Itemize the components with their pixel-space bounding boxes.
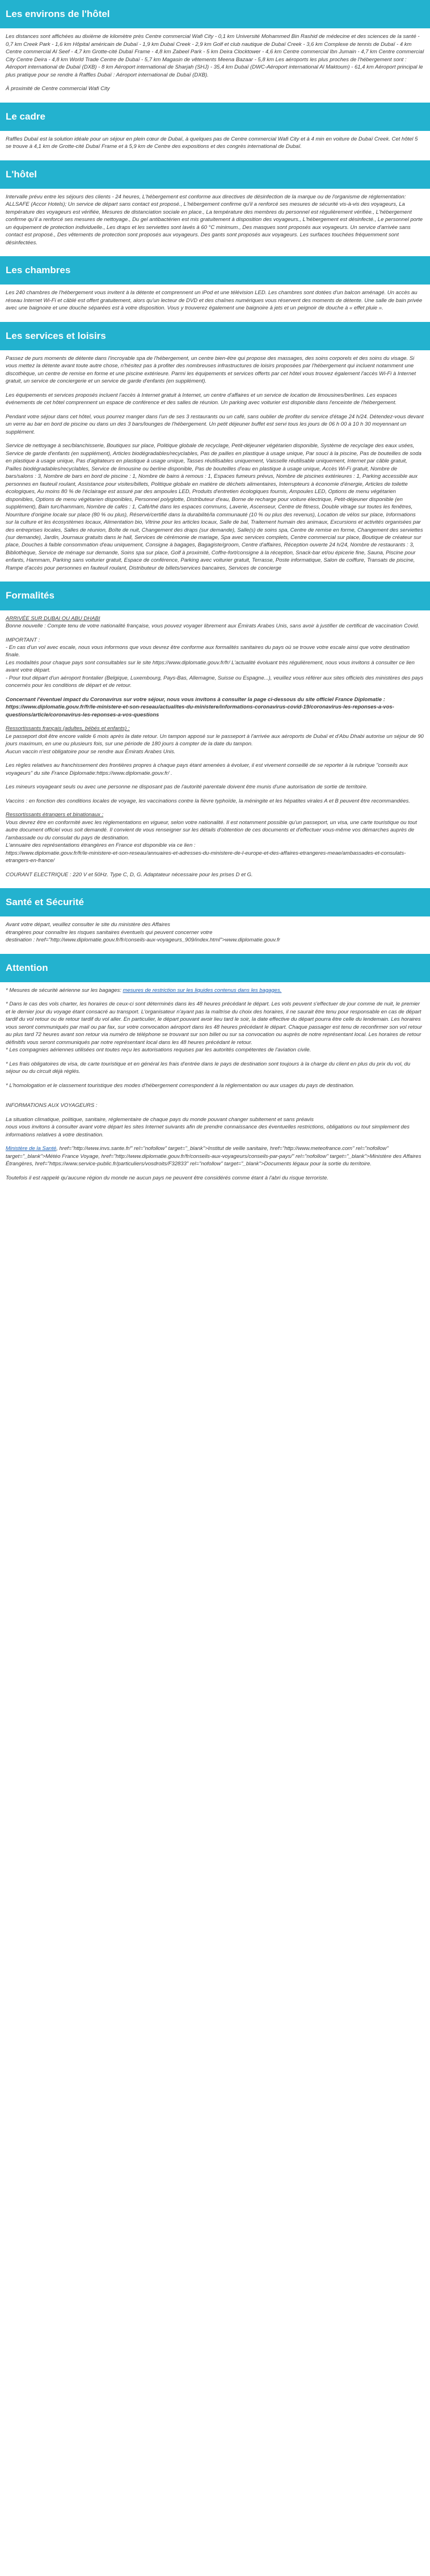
arrival-heading: ARRIVÉE SUR DUBAI OU ABU DHABI: [6, 615, 100, 622]
section-title-chambres: Les chambres: [0, 256, 430, 285]
coronavirus-notice-text: Concernant l'éventuel impact du Coronavirus sur votre séjour, nous vous invitons à consulter la page ci-dessous du site officiel France Diplomatie : https://www.diplomatie.gouv.fr/fr/le-ministere-et-son-reseau/actualites-du-ministere/informations-coronavirus-covid-19/coronavirus-les-reponses-a-vos-questions/article/coronavirus-les-reponses-a-vos-questions: [6, 696, 394, 718]
passport-heading: Ressortissants français (adultes, bébés et enfants) :: [6, 725, 130, 732]
baggage-security-text: [6, 987, 424, 994]
environs-proximity-text: À proximité de Centre commercial Wafi City: [6, 86, 110, 92]
terrorism-risk-text: Toutefois il est rappelé qu'aucune région du monde ne aucun pays ne peuvent être considérés comme étant à l'abri du risque terroriste.: [6, 1174, 328, 1181]
ministry-health-link[interactable]: Ministère de la Santé: [6, 1145, 57, 1152]
section-body-hotel: [0, 193, 430, 256]
foreign-nationals-text: Vous devrez être en conformité avec les réglementations en vigueur, selon votre nationalité. Il est notamment possible qu'un passeport, un visa, une carte touristique ou tout autre document officiel vous soit demandé. Il convient de vous renseigner sur les détails d'obtention de ces documents et d'effectuer vous-même vos démarches auprès de l'ambassade ou du consulat du pays de destination. L'annuaire des représentations étrangères en France est disponible via ce lien : https://www.diplomatie.gouv.fr/fr/le-ministere-et-son-reseau/annuaires-et-adresses-du-ministere-de-l-europe-et-des-affaires-etrangeres-meae/ambassades-et-consulats-etrangers-en-france/: [6, 819, 417, 864]
page: [0, 0, 430, 1191]
health-security-text: Avant votre départ, veuillez consulter le site du ministère des Affaires étrangères pour connaître les risques sanitaires éventuels qui peuvent concerner votre destination : href="http://www.diplomatie.gouv.fr/fr/conseils-aux-voyageurs_909/index.html">www.diplomatie.gouv.fr: [6, 922, 280, 944]
accommodation-rating-text: * L'homologation et le classement touristique des modes d'hébergement correspondent à la réglementation ou aux usages du pays de destination.: [6, 1082, 355, 1089]
section-attention: [0, 954, 430, 1191]
section-chambres: [0, 256, 430, 322]
visa-fees-text: * Les frais obligatoires de visa, de carte touristique et en général les frais d'entrée dans le pays de destination sont toujours à la charge du client en plus du prix du vol, du séjour ou du circuit déjà réglés.: [6, 1060, 411, 1075]
section-title-cadre: Le cadre: [0, 103, 430, 131]
section-formalites: [0, 582, 430, 888]
section-title-hotel: L'hôtel: [0, 160, 430, 189]
border-rules-text: Les règles relatives au franchissement des frontières propres à chaque pays étant amenées à évoluer, il est vivement conseillé de se reporter à la rubrique "conseils aux voyageurs" du site France Diplomatie:https://www.diplomatie.gouv.fr/ .: [6, 762, 408, 776]
minors-text: Les mineurs voyageant seuls ou avec une personne ne disposant pas de l'autorité parentale doivent être munis d'une autorisation de sortie de territoire.: [6, 784, 368, 791]
passport-text: Le passeport doit être encore valide 6 mois après la date retour. Un tampon apposé sur le passeport à l'arrivée aux aéroports de Dubaï et d'Abu Dhabi autorise un séjour de 90 jours maximum, en une ou plusieurs fois, sur une période de 180 jours à compter de la date du tampon. Aucun vaccin n'est obligatoire pour se rendre aux Émirats Arabes Unis.: [6, 733, 424, 755]
liquids-restriction-link[interactable]: mesures de restriction sur les liquides contenus dans les bagages.: [123, 987, 282, 994]
services-equipment-text: Les équipements et services proposés incluent l'accès à Internet gratuit à Internet, un centre d'affaires et un service de location de limousines/berlines. Les espaces événements de cet hôtel comprennent un espace de conférence et des salles de réunion. Un parking avec voiturier est disponible dans l'enceinte de l'hébergement.: [6, 392, 397, 406]
vaccines-text: Vaccins : en fonction des conditions locales de voyage, les vaccinations contre la fièvre typhoïde, la méningite et les hépatites virales A et B peuvent être recommandées.: [6, 797, 410, 804]
section-sante: [0, 888, 430, 954]
traveler-info-heading: INFORMATIONS AUX VOYAGEURS :: [6, 1102, 98, 1109]
charter-flights-text: * Dans le cas des vols charter, les horaires de ceux-ci sont déterminés dans les 48 heures précédant le départ. Les vols peuvent s'effectuer de jour comme de nuit, le premier et le dernier jour du voyage étant consacré au transport. L'organisateur n'ayant pas la maîtrise du choix des horaires, il ne saurait être tenu pour responsable en cas de départ tardif du vol retour ou de retour tardif du vol aller. En particulier, le départ pouvant avoir lieu tard le soir, la date effective du départ pourra être celle du lendemain. Les horaires vous seront communiqués par mail ou par fax, sur votre convocation aéroport dans les 48 heures précédant le départ. Chaque passager est tenu de reconfirmer son vol retour au plus tard 72 heures avant son retour via numéro de téléphone se trouvant sur son billet ou sur sa convocation ou auprès de notre représentant local. Les horaires de retour définitifs vous seront communiqués par notre représentant local dans les 48 heures précédant le retour. * Les compagnies aériennes utilisées ont toutes reçu les autorisations requises par les autorités compétentes de l'aviation civile.: [6, 1001, 423, 1054]
services-spa-text: Passez de purs moments de détente dans l'incroyable spa de l'hébergement, un centre bien-être qui propose des massages, des soins corporels et des soins du visage. Si vous mettez la détente avant toute autre chose, n'hésitez pas à profiter des nombreuses infrastructures de loisirs proposées par l'hébergement qui incluent notamment une discothèque, un centre de remise en forme et une piscine extérieure. Parmi les équipements et services offerts par cet hôtel vous trouvez également l'accès Wi-Fi à Internet gratuit, un service de conciergerie et un service de garde d'enfants (en supplément).: [6, 355, 416, 385]
foreign-nationals-heading: Ressortissants étrangers et binationaux :: [6, 812, 104, 818]
section-title-sante: Santé et Sécurité: [0, 888, 430, 916]
important-heading: IMPORTANT :: [6, 636, 40, 643]
official-links-rest: , href="http://www.invs.sante.fr/" rel="nofollow" target="_blank">Institut de veille sanitaire, href="http://www.meteofrance.com" rel="nofollow" target="_blank">Météo France Voyage, href="http://www.diplomatie.gouv.fr/fr/conseils-aux-voyageurs/conseils-par-pays/" rel="nofollow" target="_blank">Ministère des Affaires Étrangères, href="https://www.service-public.fr/particuliers/vosdroits/F32833" rel="nofollow" target="_blank">Documents légaux pour la sortie du territoire.: [6, 1145, 421, 1168]
cadre-text: Raffles Dubaï est la solution idéale pour un séjour en plein cœur de Dubaï, à quelques pas de Centre commercial Wafi City et à 4 min en voiture de Dubaï Creek. Cet hôtel 5 se trouve à 4,1 km de Grotte-cité Dubaï Frame et à 5,9 km de Centre des expositions et des congrès international de Dubaï.: [6, 135, 418, 150]
section-services: [0, 322, 430, 582]
services-amenities-list: Service de nettoyage à sec/blanchisserie, Boutiques sur place, Politique globale de recyclage, Petit-déjeuner végétarien disponible, Système de recyclage des eaux usées, Service de garde d'enfants (en supplément), Articles biodégradables/recyclables, Pas de pailles en plastique à usage unique, Par souci à la piscine, Pas de bouteilles de soda en plastique à usage unique, Pas d'agitateurs en plastique à usage unique, Tasses réutilisables uniquement, Vaisselle réutilisable uniquement, Internet par câble gratuit, Pailles biodégradables/recyclables, Service de limousine ou berline disponible, Pas de bouteilles d'eau en plastique à usage unique, Accès Wi-Fi gratuit, Nombre de bars/salons : 3, Nombre de bars en bord de piscine : 1, Nombre de bains à remous : 1, Espaces fumeurs prévus, Nombre de piscines extérieures : 1, Parking accessible aux personnes en fauteuil roulant, Assistance pour visites/billets, Politique globale en matière de déchets alimentaires, Interrupteurs à économie d'énergie, Articles de toilette écologiques, Au moins 80 % de l'éclairage est assuré par des ampoules LED, Produits d'entretien écologiques fournis, Ampoules LED, Options de menu végétarien disponibles, Options de menu végétarien disponibles, Personnel polyglotte, Distributeur d'eau, Borne de recharge pour voiture électrique, Petit-déjeuner disponible (en supplément), Bain turc/hammam, Nombre de cafés : 1, Café/thé dans les espaces communs, Laverie, Ascenseur, Centre de fitness, Double vitrage sur toutes les fenêtres, Nourriture d'origine locale sur place (80 % ou plus), Réservé/certifié dans la durabilité/la communauté (10 % ou plus des revenus), Location de vélos sur place, Informations sur la culture et les écosystèmes locaux, Alimentation bio, Vitrine pour les articles locaux, Salle de bal, Traitement humain des animaux, Excursions et activités organisées par des entreprises locales, Salles de réunion, Boîte de nuit, Changement des draps (sur demande), Salle(s) de soins spa, Centre de remise en forme, Changement des serviettes (sur demande), Jardin, Journaux gratuits dans le hall, Services de cérémonie de mariage, Spa avec services complets, Centre commercial sur place, Boutique de créateur sur place, Douches à faible consommation d'eau uniquement, Consigne à bagages, Bagagiste/groom, Centre d'affaires, Réception ouverte 24 h/24, Nombre de restaurants : 3, Bibliothèque, Service de ménage sur demande, Soins spa sur place, Golf à proximité, Coffre-fort/consigne à la réception, Snack-bar et/ou épicerie fine, Sauna, Piscine pour enfants, Hammam, Parking sans voiturier gratuit, Espace de conférence, Parking avec voiturier gratuit, Terrasse, Poste informatique, Salon de coiffure, Transats de piscine, Rampe d'accès pour personnes en fauteuil roulant, Distributeur de billets/services bancaires, Services de concierge: [6, 443, 423, 571]
section-hotel: [0, 160, 430, 257]
electric-current-text: COURANT ELECTRIQUE : 220 V et 50Hz. Type C, D, G. Adaptateur nécessaire pour les prises D et G.: [6, 871, 253, 878]
section-title-services: Les services et loisirs: [0, 322, 430, 350]
official-links-text: [6, 1145, 424, 1168]
section-body-formalites: [0, 615, 430, 889]
environs-distances-text: Les distances sont affichées au dixième de kilomètre près Centre commercial Wafi City - 0,1 km Université Mohammed Bin Rashid de médecine et des sciences de la santé - 0,7 km Creek Park - 1,6 km Hôpital américain de Dubaï - 1,9 km Dubaï Creek - 2,9 km Golf et club nautique de Dubaï Creek - 3,6 km Complexe de tennis de Dubaï - 4 km Centre commercial Al Seef - 4,7 km Grotte-cité Dubaï Frame - 4,8 km Zabeel Park - 5 km Deira Clocktower - 4,6 km Centre commercial Ibn Jumain - 4,7 km Centre commercial City Centre Deira - 4,8 km World Trade Centre de Dubaï - 5,7 km Magasin de vêtements Meena Bazaar - 5,8 km Les aéroports les plus proches de l'hébergement sont : Aéroport international de Dubaï (DXB) - 8 km Aéroport international de Sharjah (SHJ) - 35,4 km Dubaï (DWC-Aéroport international Al Maktoum) - 61,4 km Aéroport principal le plus pratique pour se rendre à Raffles Dubaï : Aéroport international de Dubaï (DXB).: [6, 33, 424, 78]
arrival-good-news-text: Bonne nouvelle : Compte tenu de votre nationalité française, vous pouvez voyager librement aux Émirats Arabes Unis, sans avoir à justifier de certificat de vaccination Covid.: [6, 623, 419, 630]
section-body-environs: [0, 33, 430, 102]
section-environs: [0, 0, 430, 103]
traveler-info-text: La situation climatique, politique, sanitaire, réglementaire de chaque pays du monde pouvant changer subitement et sans préavis nous vous invitons à consulter avant votre départ les sites Internet suivants afin de prendre connaissance des éventuelles restrictions, obligations ou tout simplement des informations relatives à votre destination.: [6, 1116, 410, 1138]
section-title-attention: Attention: [0, 954, 430, 982]
section-cadre: [0, 103, 430, 160]
section-body-attention: [0, 987, 430, 1191]
section-title-environs: Les environs de l'hôtel: [0, 0, 430, 28]
section-body-services: [0, 355, 430, 582]
section-body-cadre: [0, 135, 430, 160]
section-body-sante: [0, 921, 430, 953]
section-body-chambres: [0, 289, 430, 321]
section-title-formalites: Formalités: [0, 582, 430, 610]
important-text: - En cas d'un vol avec escale, nous vous informons que vous devrez être conforme aux formalités sanitaires du pays où se trouve votre escale ainsi que votre destination finale. Les modalités pour chaque pays sont consultables sur le site https://www.diplomatie.gouv.fr/fr/ L'actualité évoluant très régulièrement, nous vous invitons à consulter ce lien avant votre départ. - Pour tout départ d'un aéroport frontalier (Belgique, Luxembourg, Pays-Bas, Allemagne, Suisse ou Espagne...), veuillez vous référer aux sites officiels des ministères des pays concernés pour les conditions de départ et de retour.: [6, 644, 423, 689]
hotel-text: Intervalle prévu entre les séjours des clients - 24 heures, L'hébergement est conforme aux directives de désinfection de la marque ou de l'organisme de réglementation: ALLSAFE (Accor Hotels); Un service de départ sans contact est proposé., L'hébergement confirme qu'il a renforcé ses mesures de sécurité vis-à-vis des voyageurs, La température des voyageurs est vérifiée, Mesures de distanciation sociale en place., La température des membres du personnel est régulièrement vérifiée., L'hébergement confirme qu'il a renforcé ses mesures de nettoyage., Du gel antibactérien est mis gratuitement à disposition des voyageurs., L'hébergement est désinfecté., Le personnel porte un équipement de protection individuelle., Les draps et les serviettes sont lavés à 60 °C minimum., Des masques sont proposés aux voyageurs. Un service d'arrivée sans contact est proposé., Des vêtements de protection sont proposés aux voyageurs. Des gants sont proposés aux voyageurs. Les surfaces touchées fréquemment sont désinfectées.: [6, 193, 423, 246]
baggage-security-prefix: * Mesures de sécurité aérienne sur les bagages:: [6, 987, 123, 994]
services-dining-text: Pendant votre séjour dans cet hôtel, vous pourrez manger dans l'un de ses 3 restaurants ou un café, sans oublier de profiter du service d'étage 24 h/24. Détendez-vous devant un verre au bar en bord de piscine ou dans un des 3 bars/lounges de l'hébergement. Un petit déjeuner buffet est servi tous les jours de 06 h 00 à 10 h 30 moyennant un supplément.: [6, 413, 424, 435]
chambres-text: Les 240 chambres de l'hébergement vous invitent à la détente et comprennent un iPod et une télévision LED. Les chambres sont dotées d'un balcon aménagé. Un accès au réseau Internet Wi-Fi et câblé est offert gratuitement, alors qu'un lecteur de DVD et des chaînes numériques vous réservent des moments de détente. Une salle de bain privée avec une baignoire et une douche séparées est à votre disposition. Vous y trouverez également une baignoire à jets et un peignoir de douche à « effet pluie ».: [6, 290, 423, 312]
